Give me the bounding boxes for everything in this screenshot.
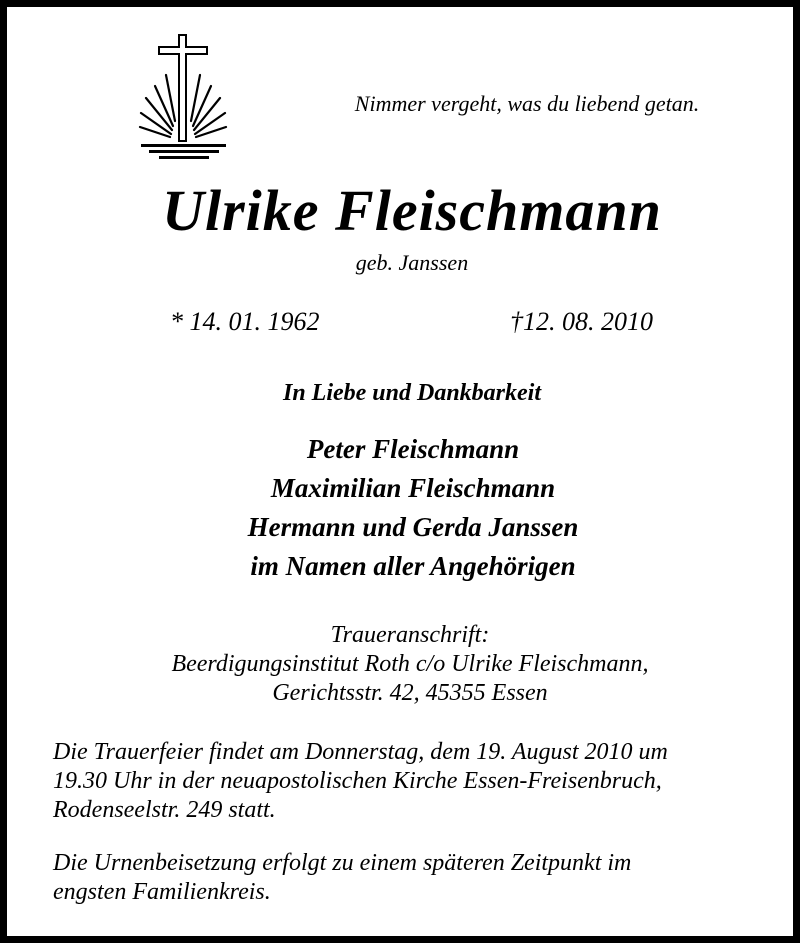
- service-line: Rodenseelstr. 249 statt.: [53, 797, 276, 823]
- mourner-line: Hermann und Gerda Janssen: [247, 512, 579, 542]
- maiden-name: geb. Janssen: [355, 250, 469, 275]
- deceased-name: Ulrike Fleischmann: [162, 178, 662, 243]
- motto: Nimmer vergeht, was du liebend getan.: [354, 91, 700, 116]
- service-line: Die Trauerfeier findet am Donnerstag, dem 19. August 2010 um: [53, 739, 668, 765]
- dedication: In Liebe und Dankbarkeit: [282, 380, 542, 406]
- mourner-line: im Namen aller Angehörigen: [250, 551, 576, 581]
- birth-date: * 14. 01. 1962: [170, 307, 320, 336]
- mourner-line: Peter Fleischmann: [306, 434, 520, 464]
- address-label: Traueranschrift:: [330, 622, 490, 648]
- mourner-line: Maximilian Fleischmann: [270, 473, 556, 503]
- burial-line: engsten Familienkreis.: [53, 879, 271, 905]
- mourning-address: [7, 621, 800, 708]
- cross-sunrise-icon: [135, 33, 235, 163]
- service-line: 19.30 Uhr in der neuapostolischen Kirche Essen-Freisenbruch,: [53, 768, 662, 794]
- urn-burial-text: [53, 849, 783, 907]
- address-line: Gerichtsstr. 42, 45355 Essen: [272, 680, 548, 706]
- address-line: Beerdigungsinstitut Roth c/o Ulrike Fleischmann,: [171, 651, 649, 677]
- death-date: †12. 08. 2010: [510, 307, 653, 336]
- mourners-list: [7, 430, 800, 586]
- funeral-service-text: [53, 738, 783, 825]
- burial-line: Die Urnenbeisetzung erfolgt zu einem späteren Zeitpunkt im: [53, 850, 632, 876]
